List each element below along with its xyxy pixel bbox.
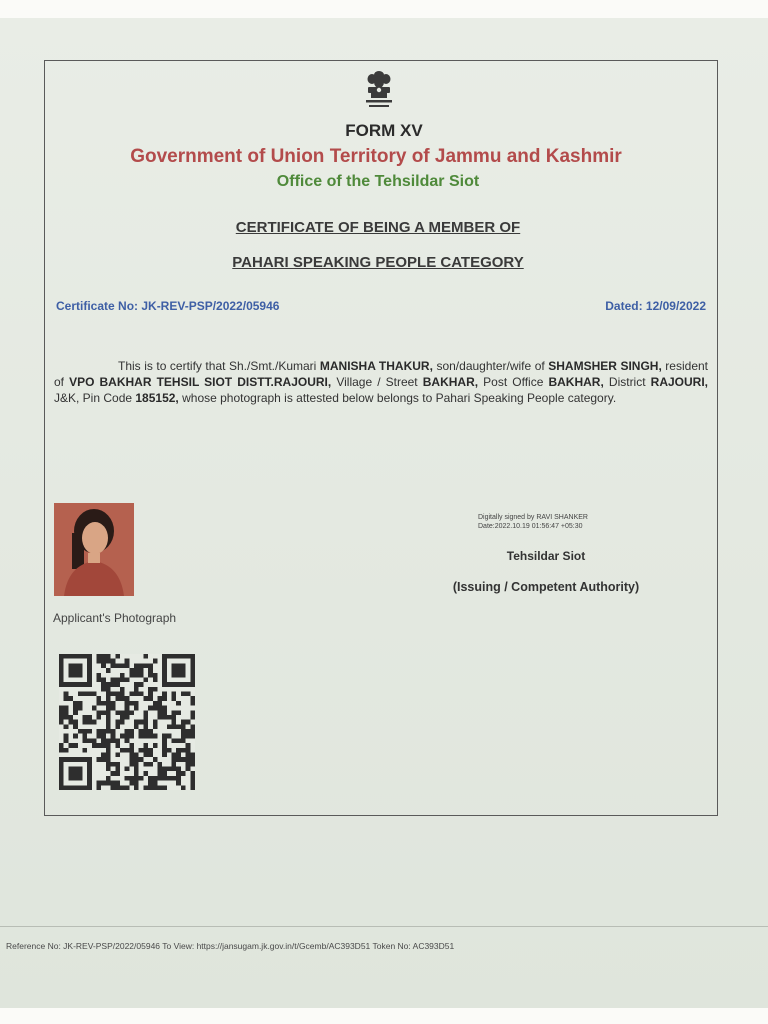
government-title: Government of Union Territory of Jammu and Kashmir: [130, 146, 622, 167]
authority-role: (Issuing / Competent Authority): [452, 580, 640, 594]
resident-address: VPO BAKHAR TEHSIL SIOT DISTT.RAJOURI,: [69, 375, 332, 389]
digital-signature: [478, 513, 588, 531]
certificate-body: [54, 358, 708, 406]
signature-signer: Digitally signed by RAVI SHANKER: [478, 514, 588, 521]
office-title: Office of the Tehsildar Siot: [276, 173, 480, 190]
certificate-heading-line1: CERTIFICATE OF BEING A MEMBER OF: [235, 219, 521, 236]
body-text: Post Office: [478, 375, 549, 389]
post-office: BAKHAR,: [548, 375, 604, 389]
certificate-date: Dated: 12/09/2022: [605, 299, 706, 313]
parent-name: SHAMSHER SINGH,: [548, 359, 662, 373]
body-text: This is to certify that Sh./Smt./Kumari: [118, 359, 320, 373]
district: RAJOURI,: [650, 375, 708, 389]
certificate-number: Certificate No: JK-REV-PSP/2022/05946: [56, 299, 280, 313]
state-emblem-icon: [362, 68, 396, 112]
body-text: whose photograph is attested below belongs to Pahari Speaking People category.: [178, 391, 617, 405]
body-text: J&K, Pin Code: [54, 391, 136, 405]
village: BAKHAR,: [422, 375, 479, 389]
footer-divider: [0, 926, 768, 927]
certificate-heading-line2: PAHARI SPEAKING PEOPLE CATEGORY: [232, 254, 524, 271]
body-text: resident of: [54, 359, 708, 389]
pin-code: 185152,: [135, 391, 179, 405]
body-text: Village / Street: [331, 375, 423, 389]
body-text: District: [603, 375, 651, 389]
body-text: son/daughter/wife of: [432, 359, 549, 373]
qr-code: [55, 654, 199, 790]
applicant-name: MANISHA THAKUR,: [319, 359, 433, 373]
reference-footer: Reference No: JK-REV-PSP/2022/05946 To View: https://jansugam.jk.gov.in/t/Gcemb/AC393D51 Token No: AC393D51: [6, 941, 455, 951]
photo-caption: Applicant's Photograph: [53, 611, 177, 625]
signature-date: Date:2022.10.19 01:56:47 +05:30: [478, 523, 583, 530]
form-title: FORM XV: [345, 121, 423, 140]
authority-title: Tehsildar Siot: [506, 549, 586, 563]
